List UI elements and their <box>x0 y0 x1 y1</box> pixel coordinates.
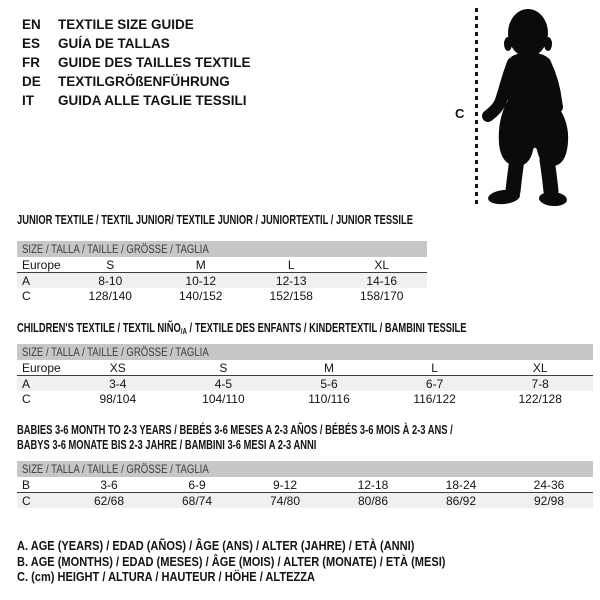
cell: 122/128 <box>518 391 562 406</box>
title-sub: /A <box>180 326 187 336</box>
row-label: C <box>22 493 31 508</box>
lang-code: FR <box>22 55 40 70</box>
cell: 86/92 <box>445 493 477 508</box>
lang-code: ES <box>22 36 41 51</box>
height-measure-dashed-line <box>475 8 478 206</box>
table-row <box>17 493 593 508</box>
cell: 158/170 <box>360 288 404 303</box>
lang-title: GUIDE DES TAILLES TEXTILE <box>58 55 251 70</box>
lang-row-it <box>22 91 251 110</box>
row-label: A <box>22 376 31 391</box>
lang-code: EN <box>22 17 41 32</box>
cell: 104/110 <box>202 391 245 406</box>
lang-title: GUÍA DE TALLAS <box>58 36 170 51</box>
table-row <box>17 376 593 391</box>
cell: 116/122 <box>413 391 456 406</box>
cell: 92/98 <box>533 493 565 508</box>
table-row <box>17 477 593 493</box>
cell: 6-9 <box>188 477 206 492</box>
footnote-c-text: C. (cm) HEIGHT / ALTURA / HAUTEUR / HÖHE / ALTEZZA <box>17 569 315 584</box>
table-row <box>17 288 427 303</box>
cell: L <box>287 257 295 272</box>
size-header-bar <box>17 344 593 360</box>
table-row <box>17 257 427 273</box>
size-header-bar <box>17 461 593 477</box>
cell: 3-6 <box>100 477 118 492</box>
lang-code: IT <box>22 93 34 108</box>
height-marker-label: C <box>455 106 465 121</box>
babies-table-title <box>17 422 600 452</box>
cell: M <box>195 257 206 272</box>
language-title-list <box>22 15 251 110</box>
children-table-title <box>17 320 600 339</box>
row-label: C <box>22 391 31 406</box>
row-label: A <box>22 273 31 288</box>
cell: 14-16 <box>366 273 398 288</box>
cell: 3-4 <box>109 376 127 391</box>
row-label: Europe <box>22 360 61 375</box>
cell: 12-13 <box>275 273 307 288</box>
cell: 12-18 <box>357 477 389 492</box>
footnote-b <box>17 554 521 570</box>
cell: 10-12 <box>185 273 217 288</box>
cell: S <box>106 257 115 272</box>
cell: 140/152 <box>179 288 223 303</box>
size-header-text: SIZE / TALLA / TAILLE / GRÖSSE / TAGLIA <box>22 462 209 476</box>
table-row <box>17 273 427 288</box>
cell: 62/68 <box>93 493 125 508</box>
cell: S <box>219 360 228 375</box>
lang-row-en <box>22 15 251 34</box>
cell: 18-24 <box>445 477 477 492</box>
lang-row-es <box>22 34 251 53</box>
junior-table-title <box>17 212 567 227</box>
cell: L <box>431 360 438 375</box>
babies-size-table <box>17 461 593 508</box>
size-header-text: SIZE / TALLA / TAILLE / GRÖSSE / TAGLIA <box>22 345 209 359</box>
cell: 7-8 <box>531 376 549 391</box>
title-post: / TEXTILE DES ENFANTS / KINDERTEXTIL / BAMBINI TESSILE <box>186 320 467 335</box>
cell: 98/104 <box>99 391 137 406</box>
babies-title-line1: BABIES 3-6 MONTH TO 2-3 YEARS / BEBÉS 3-6 MESES A 2-3 AÑOS / BÉBÉS 3-6 MOIS À 2-3 ANS / <box>17 422 453 437</box>
row-label: C <box>22 288 31 303</box>
cell: 152/158 <box>269 288 313 303</box>
cell: XS <box>109 360 126 375</box>
table-row <box>17 391 593 406</box>
footnote-a-text: A. AGE (YEARS) / EDAD (AÑOS) / ÂGE (ANS) / ALTER (JAHRE) / ETÀ (ANNI) <box>17 538 415 553</box>
footnote-c <box>17 569 521 585</box>
cell: 24-36 <box>533 477 565 492</box>
babies-title-line2: BABYS 3-6 MONATE BIS 2-3 JAHRE / BAMBINI 3-6 MESI A 2-3 ANNI <box>17 437 317 452</box>
size-header-bar <box>17 241 427 257</box>
lang-row-fr <box>22 53 251 72</box>
cell: XL <box>532 360 548 375</box>
children-size-table <box>17 344 593 406</box>
lang-row-de <box>22 72 251 91</box>
cell: M <box>323 360 334 375</box>
cell: XL <box>374 257 390 272</box>
cell: 6-7 <box>425 376 444 391</box>
lang-code: DE <box>22 74 41 89</box>
row-label: B <box>22 477 31 492</box>
footnote-b-text: B. AGE (MONTHS) / EDAD (MESES) / ÂGE (MOIS) / ALTER (MONATE) / ETÀ (MESI) <box>17 553 446 569</box>
cell: 8-10 <box>98 273 123 288</box>
cell: 128/140 <box>88 288 132 303</box>
lang-title: TEXTILGRÖßENFÜHRUNG <box>58 74 230 89</box>
cell: 68/74 <box>181 493 213 508</box>
title-pre: CHILDREN'S TEXTILE / TEXTIL NIÑO <box>17 320 181 335</box>
row-label: Europe <box>22 257 61 272</box>
lang-title: TEXTILE SIZE GUIDE <box>58 17 194 32</box>
junior-table-title-text: JUNIOR TEXTILE / TEXTIL JUNIOR/ TEXTILE JUNIOR / JUNIORTEXTIL / JUNIOR TESSILE <box>17 212 413 227</box>
table-row <box>17 360 593 376</box>
lang-title: GUIDA ALLE TAGLIE TESSILI <box>58 93 247 108</box>
footnote-legend <box>17 538 521 585</box>
junior-size-table <box>17 241 427 303</box>
baby-silhouette-icon <box>480 0 600 215</box>
cell: 80/86 <box>357 493 389 508</box>
cell: 74/80 <box>269 493 301 508</box>
cell: 4-5 <box>214 376 233 391</box>
cell: 110/116 <box>308 391 350 406</box>
children-table-title-text <box>17 320 467 339</box>
size-header-text: SIZE / TALLA / TAILLE / GRÖSSE / TAGLIA <box>22 242 209 256</box>
cell: 9-12 <box>272 477 298 492</box>
footnote-a <box>17 538 521 554</box>
cell: 5-6 <box>320 376 338 391</box>
